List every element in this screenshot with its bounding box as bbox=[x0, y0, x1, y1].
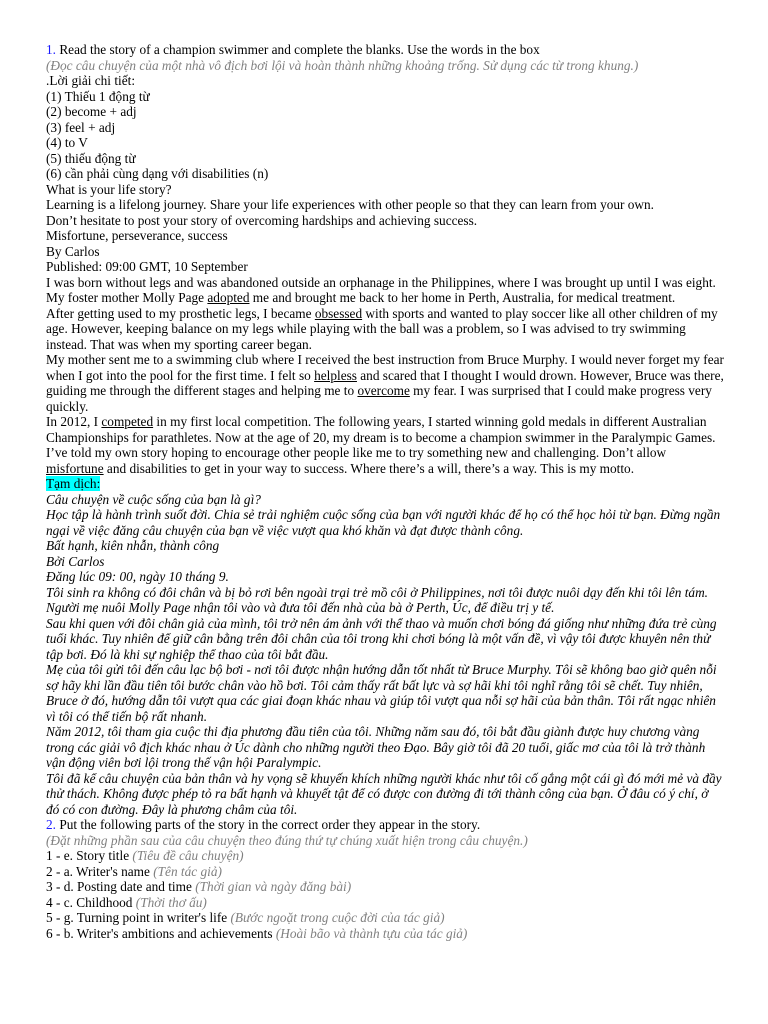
story-paragraph-5: I’ve told my own story hoping to encourage other people like me to try something new and challenging. Don’t allow misfortune and disabilities to get in your way to success. Where there’s a will, there’s a way. This is my motto. bbox=[46, 445, 667, 476]
story-paragraph-4: In 2012, I competed in my first local competition. The following years, I started winning gold medals in different Australian Championships for parathletes. Now at the age of 20, my dream is to become a champion swimmer in the Paralympic Games. bbox=[46, 414, 716, 445]
translation-paragraph-3: Mẹ của tôi gửi tôi đến câu lạc bộ bơi - nơi tôi được nhận hướng dẫn tốt nhất từ Bruce Murphy. Tôi sẽ không bao giờ quên nỗi sợ hãy khi lần đầu tiên tôi bước chân vào hồ bơi. Tôi cảm thấy rất bất lực và sợ hãi khi tôi nghĩ rằng tôi sẽ chết. Tuy nhiên, Bruce ở đó, hướng dẫn tôi vượt qua các giai đoạn khác nhau và giúp tôi vượt qua nỗi sợ hãi của bản thân. Tôi rất ngạc nhiên vì tôi có thể tiến bộ rất nhanh. bbox=[46, 662, 717, 724]
q2-answer: 4 - c. Childhood (Thời thơ ấu) bbox=[46, 894, 207, 910]
translation-published: Đăng lúc 09: 00, ngày 10 tháng 9. bbox=[46, 569, 229, 584]
q2-instruction: 2. Put the following parts of the story in the correct order they appear in the story. bbox=[46, 817, 481, 832]
story-intro: Learning is a lifelong journey. Share your life experiences with other people so that they can learn from your own. bbox=[46, 197, 655, 212]
story-published: Published: 09:00 GMT, 10 September bbox=[46, 259, 248, 274]
translation-tagline: Bất hạnh, kiên nhẫn, thành công bbox=[46, 538, 220, 553]
answer-word: helpless bbox=[314, 367, 357, 383]
solution-item: (4) to V bbox=[46, 135, 88, 150]
translation-heading: Câu chuyện về cuộc sống của bạn là gì? bbox=[46, 491, 261, 507]
solution-item: (3) feel + adj bbox=[46, 119, 116, 135]
q2-answer: 3 - d. Posting date and time (Thời gian và ngày đăng bài) bbox=[46, 879, 352, 894]
story-paragraph-3: My mother sent me to a swimming club where I received the best instruction from Bruce Murphy. I would never forget my fear when I got into the pool for the first time. I felt so helpless and scared that I thought I would drown. However, Bruce was there, guiding me through the different stages and helping me to overcome my fear. I was surprised that I could make progress very quickly. bbox=[46, 352, 724, 414]
translation-paragraph-4: Năm 2012, tôi tham gia cuộc thi địa phương đầu tiên của tôi. Những năm sau đó, tôi bắt đầu giành được huy chương vàng trong các giải vô địch khác nhau ở Úc dành cho những người theo Đạo. Bây giờ tôi đã 20 tuổi, giấc mơ của tôi là trở thành vận động viên bơi lội trong thế vận hội Paralympic. bbox=[46, 724, 706, 770]
story-tagline: Misfortune, perseverance, success bbox=[46, 228, 228, 243]
translation-intro: Học tập là hành trình suốt đời. Chia sẻ trải nghiệm cuộc sống của bạn với người khác để họ có thể học hỏi từ bạn. Đừng ngần ngại về việc đăng câu chuyện của bạn về việc vượt qua khó khăn và đạt được thành công. bbox=[46, 507, 721, 538]
q1-instruction-vi: (Đọc câu chuyện của một nhà vô địch bơi lội và hoàn thành những khoảng trống. Sử dụng các từ trong khung.) bbox=[46, 57, 639, 73]
answer-word: overcome bbox=[357, 383, 410, 398]
q2-answer: 5 - g. Turning point in writer's life (Bước ngoặt trong cuộc đời của tác giả) bbox=[46, 910, 445, 925]
story-intro: Don’t hesitate to post your story of overcoming hardships and achieving success. bbox=[46, 212, 478, 228]
answer-word: misfortune bbox=[46, 460, 104, 476]
answer-word: obsessed bbox=[314, 305, 363, 321]
translation-byline: Bởi Carlos bbox=[46, 553, 105, 569]
solution-item: (2) become + adj bbox=[46, 104, 137, 119]
q2-answer: 2 - a. Writer's name (Tên tác giả) bbox=[46, 863, 222, 879]
translation-label: Tạm dịch: bbox=[46, 476, 101, 491]
story-heading: What is your life story? bbox=[46, 181, 172, 197]
q2-number: 2. bbox=[46, 817, 56, 832]
translation-label-line bbox=[46, 476, 724, 492]
solution-item: (6) cần phải cùng dạng với disabilities (n) bbox=[46, 166, 269, 181]
translation-paragraph-2: Sau khi quen với đôi chân giả của mình, tôi trở nên ám ảnh với thể thao và muốn chơi bóng đá giống như những đứa trẻ cùng tuổi khác. Tuy nhiên để giữ cân bằng trên đôi chân của tôi trong khi chơi bóng là một vấn đề, vì vậy tôi được khuyên nên thử tập bơi. Đó là khi sự nghiệp thể thao của tôi bắt đầu. bbox=[46, 615, 717, 662]
solution-item: (1) Thiếu 1 động từ bbox=[46, 88, 150, 104]
q2-answer: 1 - e. Story title (Tiêu đề câu chuyện) bbox=[46, 848, 244, 863]
q1-number: 1. bbox=[46, 42, 56, 57]
solution-title: .Lời giải chi tiết: bbox=[46, 73, 136, 88]
q1-instruction: 1. Read the story of a champion swimmer and complete the blanks. Use the words in the box bbox=[46, 42, 540, 57]
story-paragraph-2: After getting used to my prosthetic legs, I became obsessed with sports and wanted to play soccer like all other children of my age. However, keeping balance on my legs while playing with the ball was a problem, so I was advised to try swimming instead. That was when my sporting career began. bbox=[46, 305, 718, 352]
q2-answer: 6 - b. Writer's ambitions and achievements (Hoài bão và thành tựu của tác giả) bbox=[46, 925, 468, 941]
story-paragraph-1: I was born without legs and was abandoned outside an orphanage in the Philippines, where I was brought up until I was eight. My foster mother Molly Page adopted me and brought me back to her home in Perth, Australia, for medical treatment. bbox=[46, 274, 716, 305]
translation-paragraph-1: Tôi sinh ra không có đôi chân và bị bỏ rơi bên ngoài trại trẻ mồ côi ở Philippines, nơi tôi được nuôi dạy đến khi tôi lên tám. Người mẹ nuôi Molly Page nhận tôi vào và đưa tôi đến nhà của bà ở Perth, Úc, để điều trị y tế. bbox=[46, 584, 709, 615]
translation-paragraph-5: Tôi đã kể câu chuyện của bản thân và hy vọng sẽ khuyến khích những người khác như tôi cố gắng một cái gì đó mới mẻ và đầy thử thách. Không được phép tỏ ra bất hạnh và khuyết tật để có được con đường đi tới thành công của bạn. Ở đâu có ý chí, ở đó có con đường. Đây là phương châm của tôi. bbox=[46, 770, 722, 817]
q2-instruction-vi: (Đặt những phần sau của câu chuyện theo đúng thứ tự chúng xuất hiện trong câu chuyện.) bbox=[46, 832, 528, 848]
solution-item: (5) thiếu động từ bbox=[46, 150, 136, 166]
answer-word: competed bbox=[101, 414, 154, 429]
story-byline: By Carlos bbox=[46, 243, 100, 259]
answer-word: adopted bbox=[207, 290, 250, 305]
